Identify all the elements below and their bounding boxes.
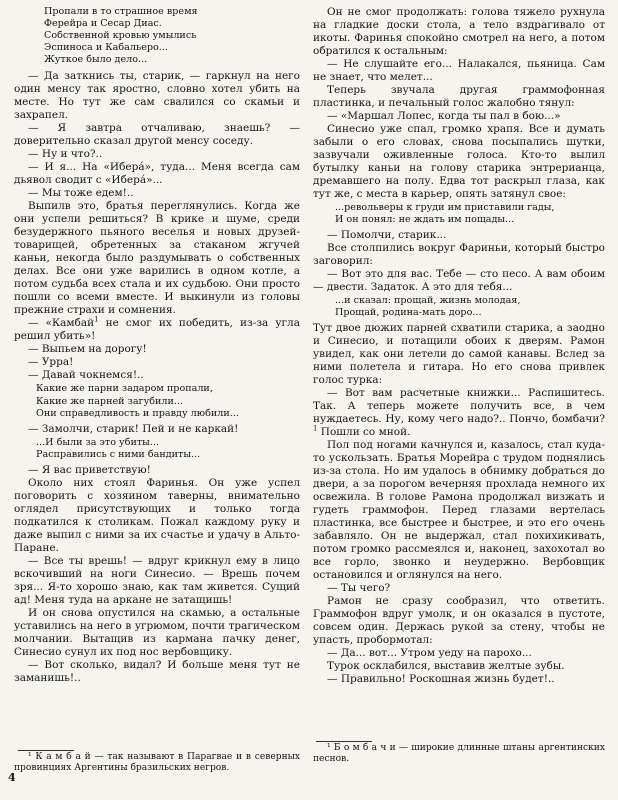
paragraph (14, 317, 300, 343)
paragraph (313, 387, 605, 439)
verse-line: ...И были за это убиты... (36, 436, 159, 448)
paragraph (14, 343, 300, 356)
paragraph-text: — Вот это для вас. Тебе — сто песо. А вам обоим — двести. Задаток. А это для тебя... (313, 268, 605, 294)
verse-block (335, 295, 605, 319)
footnote-left: ¹ К а м б а й — так называют в Парагвае и в северных провинциях Аргентины бразильских негров. (14, 752, 300, 774)
paragraph (14, 356, 300, 369)
right-column (313, 6, 605, 686)
paragraph-text: И он снова опустился на скамью, а остальные уставились на него в угрюмом, почти трагическом молчании. Вытащив из кармана пачку денег, Синесио сунул их под нос вербовщику. (14, 606, 300, 658)
verse-line: Ферейра и Сесар Диас. (44, 18, 162, 30)
paragraph (14, 369, 300, 382)
paragraph-text: Рамон не сразу сообразил, что ответить. Граммофон вдруг умолк, и он оказался в пустоте, совсем один. Держась рукой за стену, чтобы не упасть, пробормотал: (313, 595, 605, 647)
footnote-marker: 1 (313, 424, 318, 433)
paragraph-text: — И я... На «Иберá», туда... Меня всегда сам дьявол сводит с «Иберá»... (14, 161, 300, 187)
paragraph-text: — Мы тоже едем!.. (28, 187, 134, 200)
verse-line: Жуткое было дело... (44, 54, 148, 66)
paragraph-text: Тут двое дюжих парней схватили старика, а заодно и Синесио, и потащили обоих к дверям. Рамон увидел, как они летели до самой канавы. Вслед за ними полетела и гитара. Но его снова привлек голос турка: (313, 322, 605, 387)
verse-line: ...револьверы к груди им приставили гады, (335, 202, 555, 213)
paragraph (313, 647, 605, 660)
paragraph-text: — Вот сколько, видал? И больше меня тут не заманишь!.. (14, 658, 300, 684)
paragraph (313, 229, 605, 242)
paragraph (14, 161, 300, 187)
paragraph (14, 70, 300, 122)
verse-line: Они справедливость и правду любили... (36, 407, 239, 419)
paragraph-text: Около них стоял Фаринья. Он уже успел поговорить с хозяином таверны, внимательно оглядел присутствующих и только тогда подкатился к столикам. Пожал каждому руку и даже выпил с ними за их счастье и удачу в Альто-Паране. (14, 476, 300, 554)
verse-line: Эспиноса и Кабальеро... (44, 42, 168, 54)
paragraph-text: — Да заткнись ты, старик, — гаркнул на него один менсу так яростно, словно хотел убить на месте. Но тут же сам свалился со скамьи и захрапел. (14, 70, 300, 122)
paragraph-text: Пошли со мной. (317, 426, 411, 439)
paragraph (313, 673, 605, 686)
paragraph-text: Все столпились вокруг Фариньи, который быстро заговорил: (313, 242, 605, 268)
paragraph-text: — Урра! (28, 356, 74, 369)
paragraph-text: — Вот вам расчетные книжки... Распишитесь. Так. А теперь можете получить все, в чем нуждаетесь. Ну, кому чего надо?.. Пончо, бомбачи? (313, 387, 605, 426)
footnote-marker: 1 (94, 315, 99, 324)
paragraph-text: — Правильно! Роскошная жизнь будет!.. (327, 673, 555, 686)
paragraph-text: Пол под ногами качнулся и, казалось, стал куда-то ускользать. Братья Морейра с трудом поднялись из-за стола. Но им удалось в обнимку добраться до двери, а за порогом вечерняя прохлада немного их освежила. В голове Рамона продолжал визжать и гудеть граммофон. Перед глазами вертелась пластинка, все быстрее и быстрее, и это его очень забавляло. Он не выдержал, стал похихикивать, потом громко рассмеялся и, наконец, захохотал во все горло, звонко и неудержно. Вербовщик остановился и оглянулся на него. (313, 439, 605, 582)
paragraph-text: — «Камбай (28, 317, 95, 330)
paragraph (313, 439, 605, 582)
page-number: 4 (8, 771, 16, 784)
verse-line: Прощай, родина-мать доро... (335, 307, 482, 319)
paragraph (14, 659, 300, 685)
paragraph (313, 660, 605, 673)
paragraph-text: Он не смог продолжать: голова тяжело рухнула на гладкие доски стола, а тело вздрагивало от икоты. Фаринья спокойно смотрел на него, а потом обратился к остальным: (313, 6, 605, 57)
paragraph-text: — Замолчи, старик! Пей и не каркай! (28, 422, 239, 435)
paragraph (14, 122, 300, 148)
paragraph (14, 607, 300, 659)
paragraph (14, 464, 300, 477)
paragraph (313, 6, 605, 58)
paragraph-text: Теперь звучала другая граммофонная пластинка, и печальный голос жалобно тянул: (313, 84, 605, 109)
paragraph (313, 242, 605, 268)
footnote-rule-left (18, 750, 74, 751)
verse-line: Пропали в то страшное время (44, 6, 198, 17)
verse-block (335, 202, 605, 226)
paragraph-text: — Ну и что?.. (28, 148, 103, 161)
paragraph-text: — Да... вот... Утром уеду на парохо... (327, 647, 532, 660)
paragraph (14, 187, 300, 200)
paragraph (313, 110, 605, 123)
paragraph-text: — Я завтра отчаливаю, знаешь? — доверительно сказал другой менсу соседу. (14, 122, 300, 148)
verse-line: Расправились с ними бандиты... (36, 448, 201, 460)
paragraph (313, 268, 605, 294)
paragraph (313, 322, 605, 387)
footnote-right: ¹ Б о м б а ч и — широкие длинные штаны аргентинских песнов. (313, 743, 605, 765)
verse-block (36, 437, 300, 461)
paragraph (313, 123, 605, 201)
verse-line: Какие же парни задаром пропали, (36, 383, 213, 395)
footnote-rule-right (316, 741, 372, 742)
paragraph-text: — Все ты врешь! — вдруг крикнул ему в лицо вскочивший на ноги Синесио. — Врешь почем зря... Я-то хорошо знаю, как там живется. Сущий ад! Меня туда на аркане не затащишь! (14, 554, 300, 606)
paragraph (313, 582, 605, 595)
paragraph (14, 423, 300, 436)
paragraph-text: Выпилв это, братья переглянулись. Когда же они успели решиться? В крике и шуме, среди безудержного пьяного веселья и новых друзей-товарищей, обретенных за стаканом жгучей каньи, некогда было раздумывать о собственных делах. Все они уже варились в одном котле, а потом судьба всех стала и их судьбою. Они просто пошли со всеми вместе. И выкинули из головы прежние страхи и сомнения. (14, 200, 300, 317)
paragraph-text: Синесио уже спал, громко храпя. Все и думать забыли о его словах, снова посыпались шутки, зазвучали оживленные голоса. Кто-то вылил бутылку каньи на голову старика энтрерианца, дремавшего на полу. Едва тот раскрыл глаза, как тут же, с места в карьер, опять затянул свое: (313, 123, 605, 200)
paragraph-text: — Ты чего? (327, 582, 391, 595)
verse-block (44, 6, 300, 66)
paragraph (313, 84, 605, 110)
paragraph-text: — Я вас приветствую! (28, 463, 151, 476)
paragraph (14, 148, 300, 161)
paragraph-text: — «Маршал Лопес, когда ты пал в бою...» (327, 110, 561, 122)
paragraph (14, 200, 300, 317)
paragraph (14, 555, 300, 607)
paragraph (14, 477, 300, 555)
verse-line: Какие же парней загубили... (36, 395, 184, 407)
verse-line: Собственной кровью умылись (44, 30, 197, 42)
verse-block (36, 383, 300, 419)
paragraph (313, 595, 605, 647)
paragraph-text: — Помолчи, старик... (327, 229, 447, 242)
paragraph-text: — Не слушайте его... Налакался, пьяница. Сам не знает, что мелет... (313, 58, 605, 83)
left-column (14, 6, 300, 685)
paragraph-text: — Выпьем на дорогу! (28, 343, 147, 356)
paragraph-text: — Давай чокнемся!.. (28, 369, 144, 382)
paragraph-text: не смог их победить, из-за угла решил убить»! (14, 317, 300, 343)
paragraph (313, 58, 605, 84)
paragraph-text: Турок осклабился, выставив желтые зубы. (327, 660, 565, 673)
verse-line: ...и сказал: прощай, жизнь молодая, (335, 295, 521, 307)
verse-line: И он понял: не ждать им пощады... (335, 214, 515, 226)
